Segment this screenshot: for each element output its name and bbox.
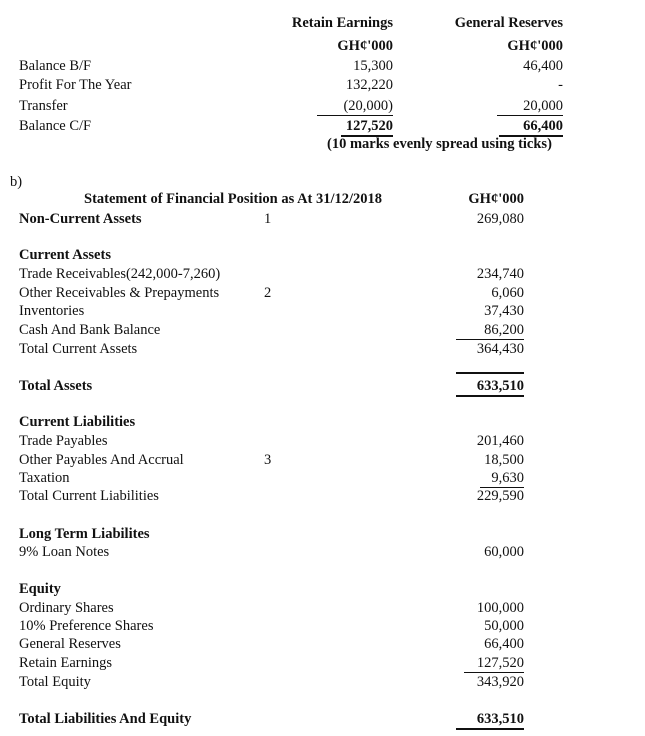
total-current-assets-label: Total Current Assets <box>19 341 138 357</box>
equity-heading: Equity <box>19 581 61 597</box>
row-label-profit: Profit For The Year <box>19 77 132 93</box>
total-current-liabilities-label: Total Current Liabilities <box>19 488 159 504</box>
equity-item-amount: 127,520 <box>464 654 524 673</box>
ca-item-label: Other Receivables & Prepayments <box>19 285 220 301</box>
equity-item-label: 10% Preference Shares <box>19 618 154 634</box>
total-assets-amount: 633,510 <box>456 377 524 397</box>
total-equity-amount: 343,920 <box>476 674 524 690</box>
cl-item-note: 3 <box>264 452 272 468</box>
ca-item-label: Trade Receivables(242,000-7,260) <box>19 266 221 282</box>
equity-item-amount: 100,000 <box>476 600 524 616</box>
equity-item-label: General Reserves <box>19 636 121 652</box>
non-current-assets-amount: 269,080 <box>476 211 524 227</box>
total-liabilities-equity-label: Total Liabilities And Equity <box>19 711 192 727</box>
row-label-balance-bf: Balance B/F <box>19 58 92 74</box>
total-liabilities-equity-amount: 633,510 <box>456 710 524 730</box>
current-liabilities-heading: Current Liabilities <box>19 414 136 430</box>
re-profit: 132,220 <box>345 77 393 93</box>
gr-balance-cf: 66,400 <box>499 117 563 137</box>
gr-balance-bf: 46,400 <box>523 58 563 74</box>
equity-item-label: Retain Earnings <box>19 655 113 671</box>
cl-item-label: Taxation <box>19 470 70 486</box>
currency-retain-earnings: GH¢'000 <box>337 38 393 54</box>
re-transfer: (20,000) <box>317 97 393 116</box>
ca-item-amount: 6,060 <box>491 285 524 301</box>
cl-item-label: Trade Payables <box>19 433 108 449</box>
statement-title: Statement of Financial Position as At 31/12/2018 <box>84 191 383 207</box>
ca-item-note: 2 <box>264 285 272 301</box>
ca-item-amount: 86,200 <box>456 321 524 340</box>
non-current-assets-note: 1 <box>264 211 272 227</box>
gr-profit: - <box>558 77 563 93</box>
cl-item-label: Other Payables And Accrual <box>19 452 184 468</box>
cl-item-amount: 9,630 <box>480 469 524 488</box>
ca-item-label: Cash And Bank Balance <box>19 322 161 338</box>
part-label: b) <box>10 174 23 190</box>
cl-item-amount: 18,500 <box>484 452 524 468</box>
equity-item-amount: 50,000 <box>484 618 524 634</box>
header-general-reserves: General Reserves <box>454 15 563 31</box>
total-equity-label: Total Equity <box>19 674 91 690</box>
total-assets-label: Total Assets <box>19 378 93 394</box>
statement-currency: GH¢'000 <box>468 191 524 207</box>
ltl-item-amount: 60,000 <box>484 544 524 560</box>
total-current-assets-amount: 364,430 <box>476 341 524 357</box>
current-assets-heading: Current Assets <box>19 247 111 263</box>
non-current-assets-label: Non-Current Assets <box>19 211 142 227</box>
row-label-balance-cf: Balance C/F <box>19 118 92 134</box>
ltl-item-label: 9% Loan Notes <box>19 544 110 560</box>
total-current-liabilities-amount: 229,590 <box>476 488 524 504</box>
long-term-liabilities-heading: Long Term Liabilites <box>19 526 150 542</box>
re-balance-bf: 15,300 <box>353 58 393 74</box>
marking-note: (10 marks evenly spread using ticks) <box>327 136 552 152</box>
equity-item-label: Ordinary Shares <box>19 600 114 616</box>
currency-general-reserves: GH¢'000 <box>507 38 563 54</box>
gr-transfer: 20,000 <box>497 97 563 116</box>
header-retain-earnings: Retain Earnings <box>291 15 393 31</box>
cl-item-amount: 201,460 <box>476 433 524 449</box>
ca-item-amount: 234,740 <box>476 266 524 282</box>
row-label-transfer: Transfer <box>19 98 68 114</box>
re-balance-cf: 127,520 <box>341 117 393 137</box>
equity-item-amount: 66,400 <box>484 636 524 652</box>
ca-item-label: Inventories <box>19 303 85 319</box>
ca-item-amount: 37,430 <box>484 303 524 319</box>
total-assets-top-rule <box>456 372 524 374</box>
